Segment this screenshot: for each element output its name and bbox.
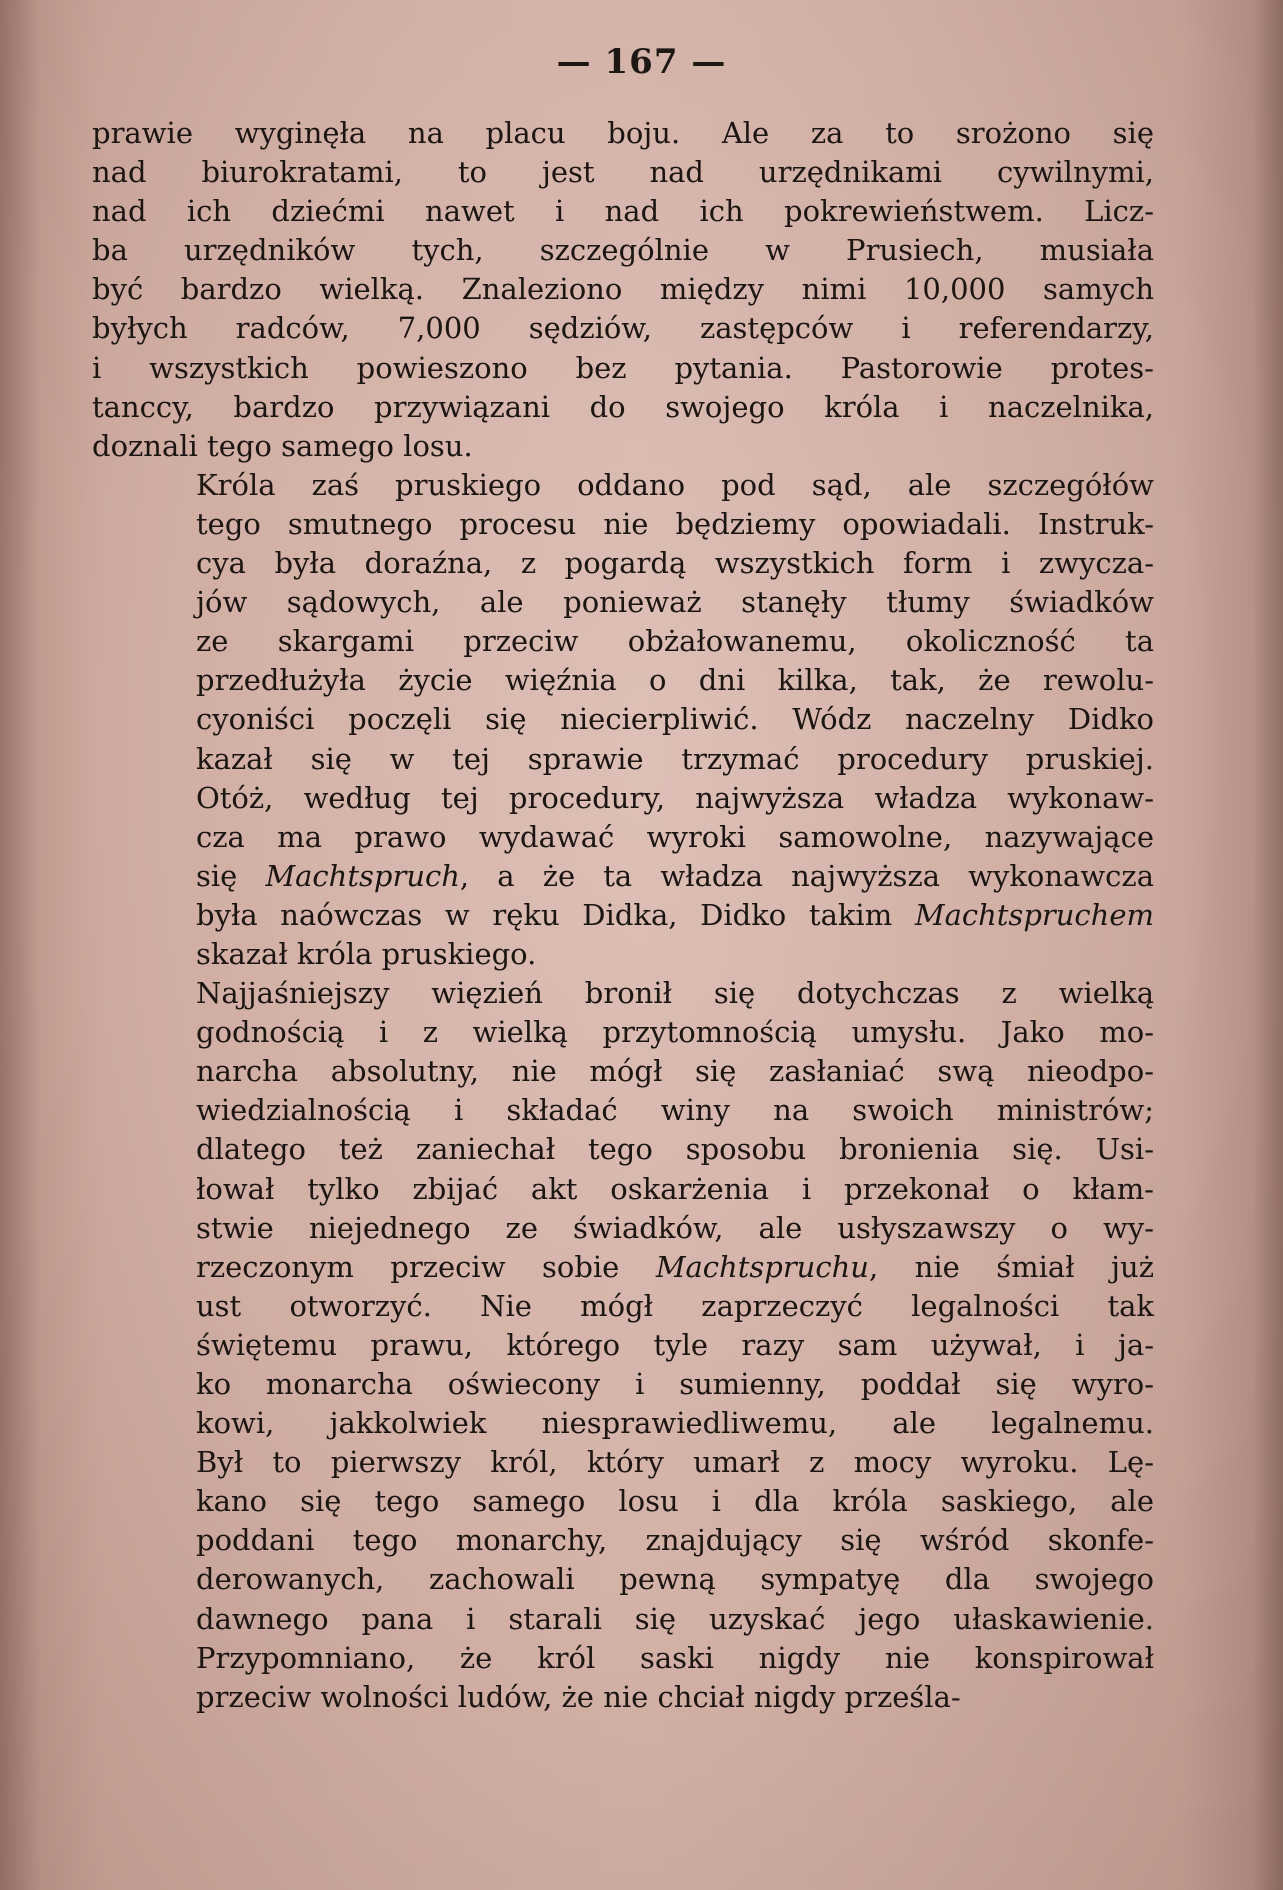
text-run: wiedzialnością i składać winy na swoich ministrów; bbox=[196, 1093, 1154, 1128]
italic-term: Machtspruchem bbox=[914, 897, 1154, 932]
text-line bbox=[92, 1287, 1154, 1326]
text-run: łował tylko zbijać akt oskarżenia i przekonał o kłam- bbox=[196, 1171, 1154, 1206]
text-run: i wszystkich powieszono bez pytania. Pastorowie protes- bbox=[92, 350, 1154, 385]
text-run: Był to pierwszy król, który umarł z mocy wyroku. Lę- bbox=[196, 1445, 1154, 1480]
text-run: kowi, jakkolwiek niesprawiedliwemu, ale legalnemu. bbox=[196, 1406, 1154, 1441]
text-line bbox=[92, 700, 1154, 739]
text-run: cya była doraźna, z pogardą wszystkich form i zwycza- bbox=[196, 546, 1154, 581]
paragraph bbox=[92, 466, 1154, 974]
text-run: się bbox=[196, 858, 266, 893]
text-run: byłych radców, 7,000 sędziów, zastępców i referendarzy, bbox=[92, 311, 1154, 346]
text-run: rzeczonym przeciw sobie bbox=[196, 1249, 656, 1284]
text-line bbox=[92, 935, 1154, 974]
text-run: cyoniści poczęli się niecierpliwić. Wódz naczelny Didko bbox=[196, 702, 1154, 737]
text-run: prawie wyginęła na placu boju. Ale za to srożono się bbox=[92, 116, 1154, 150]
text-run: być bardzo wielką. Znaleziono między nimi 10,000 samych bbox=[92, 272, 1154, 307]
text-run: skazał króla pruskiego. bbox=[196, 936, 537, 971]
text-line bbox=[92, 1326, 1154, 1365]
text-line bbox=[92, 1404, 1154, 1443]
text-run: , nie śmiał już bbox=[868, 1249, 1154, 1284]
text-line bbox=[92, 857, 1154, 896]
italic-term: Machtspruchu bbox=[655, 1249, 869, 1284]
text-line bbox=[92, 1521, 1154, 1560]
text-run: doznali tego samego losu. bbox=[92, 428, 473, 463]
paragraph bbox=[92, 974, 1154, 1717]
text-run: Króla zaś pruskiego oddano pod sąd, ale szczegółów bbox=[196, 467, 1154, 502]
text-line bbox=[92, 466, 1154, 505]
text-line bbox=[92, 1209, 1154, 1248]
text-run: , a że ta władza najwyższa wykonawcza bbox=[459, 858, 1154, 893]
text-run: ze skargami przeciw obżałowanemu, okoliczność ta bbox=[196, 624, 1154, 659]
text-run: nad ich dziećmi nawet i nad ich pokrewieństwem. Licz- bbox=[92, 194, 1154, 229]
page-edge-shadow-right bbox=[1253, 0, 1283, 1890]
text-run: Otóż, według tej procedury, najwyższa władza wykonaw- bbox=[196, 780, 1154, 815]
text-line bbox=[92, 114, 1154, 153]
text-line bbox=[92, 270, 1154, 309]
text-line bbox=[92, 583, 1154, 622]
text-line bbox=[92, 1052, 1154, 1091]
text-line bbox=[92, 1600, 1154, 1639]
text-run: przedłużyła życie więźnia o dni kilka, tak, że rewolu- bbox=[196, 663, 1154, 698]
text-run: ba urzędników tych, szczególnie w Prusiech, musiała bbox=[92, 233, 1154, 268]
text-run: Najjaśniejszy więzień bronił się dotychczas z wielką bbox=[196, 976, 1154, 1011]
text-line bbox=[92, 1130, 1154, 1169]
paragraph bbox=[92, 114, 1154, 466]
text-run: poddani tego monarchy, znajdujący się wśród skonfe- bbox=[196, 1523, 1154, 1558]
text-line bbox=[92, 1678, 1154, 1717]
text-line bbox=[92, 779, 1154, 818]
page-number: — 167 — bbox=[556, 42, 727, 82]
text-run: cza ma prawo wydawać wyroki samowolne, nazywające bbox=[196, 819, 1154, 854]
text-run: przeciw wolności ludów, że nie chciał nigdy prześla- bbox=[196, 1679, 961, 1714]
text-run: kano się tego samego losu i dla króla saskiego, ale bbox=[196, 1484, 1154, 1519]
text-line bbox=[92, 388, 1154, 427]
text-run: tanccy, bardzo przywiązani do swojego króla i naczelnika, bbox=[92, 389, 1154, 424]
text-line bbox=[92, 661, 1154, 700]
text-run: kazał się w tej sprawie trzymać procedury pruskiej. bbox=[196, 741, 1154, 776]
text-run: dlatego też zaniechał tego sposobu bronienia się. Usi- bbox=[196, 1132, 1154, 1167]
text-run: Przypomniano, że król saski nigdy nie konspirował bbox=[196, 1640, 1154, 1675]
text-line bbox=[92, 1639, 1154, 1678]
text-line bbox=[92, 1248, 1154, 1287]
text-line bbox=[92, 740, 1154, 779]
text-run: świętemu prawu, którego tyle razy sam używał, i ja- bbox=[196, 1327, 1154, 1362]
text-line bbox=[92, 505, 1154, 544]
text-line bbox=[92, 1482, 1154, 1521]
text-run: ust otworzyć. Nie mógł zaprzeczyć legalności tak bbox=[196, 1288, 1154, 1323]
text-line bbox=[92, 1091, 1154, 1130]
text-line bbox=[92, 1365, 1154, 1404]
text-line bbox=[92, 544, 1154, 583]
text-line bbox=[92, 192, 1154, 231]
text-line bbox=[92, 427, 1154, 466]
text-run: jów sądowych, ale ponieważ stanęły tłumy świadków bbox=[196, 585, 1154, 620]
text-line bbox=[92, 309, 1154, 348]
text-run: stwie niejednego ze świadków, ale usłyszawszy o wy- bbox=[196, 1210, 1154, 1245]
text-run: ko monarcha oświecony i sumienny, poddał się wyro- bbox=[196, 1367, 1154, 1401]
text-run: dawnego pana i starali się uzyskać jego ułaskawienie. bbox=[196, 1601, 1154, 1636]
text-line bbox=[92, 1443, 1154, 1482]
text-line bbox=[92, 1013, 1154, 1052]
text-line bbox=[92, 622, 1154, 661]
text-run: godnością i z wielką przytomnością umysłu. Jako mo- bbox=[196, 1015, 1154, 1050]
text-run: derowanych, zachowali pewną sympatyę dla swojego bbox=[196, 1562, 1154, 1597]
text-run: narcha absolutny, nie mógł się zasłaniać swą nieodpo- bbox=[196, 1054, 1154, 1089]
text-line bbox=[92, 974, 1154, 1013]
text-run: tego smutnego procesu nie będziemy opowiadali. Instruk- bbox=[196, 506, 1154, 541]
text-line bbox=[92, 818, 1154, 857]
text-run: nad biurokratami, to jest nad urzędnikami cywilnymi, bbox=[92, 155, 1154, 190]
text-line bbox=[92, 896, 1154, 935]
text-line bbox=[92, 1170, 1154, 1209]
text-line bbox=[92, 1560, 1154, 1599]
text-line bbox=[92, 153, 1154, 192]
text-run: była naówczas w ręku Didka, Didko takim bbox=[196, 897, 915, 932]
body-text bbox=[92, 114, 1154, 1717]
italic-term: Machtspruch bbox=[265, 858, 460, 893]
text-line bbox=[92, 231, 1154, 270]
page-edge-shadow-left bbox=[0, 0, 40, 1890]
text-line bbox=[92, 349, 1154, 388]
